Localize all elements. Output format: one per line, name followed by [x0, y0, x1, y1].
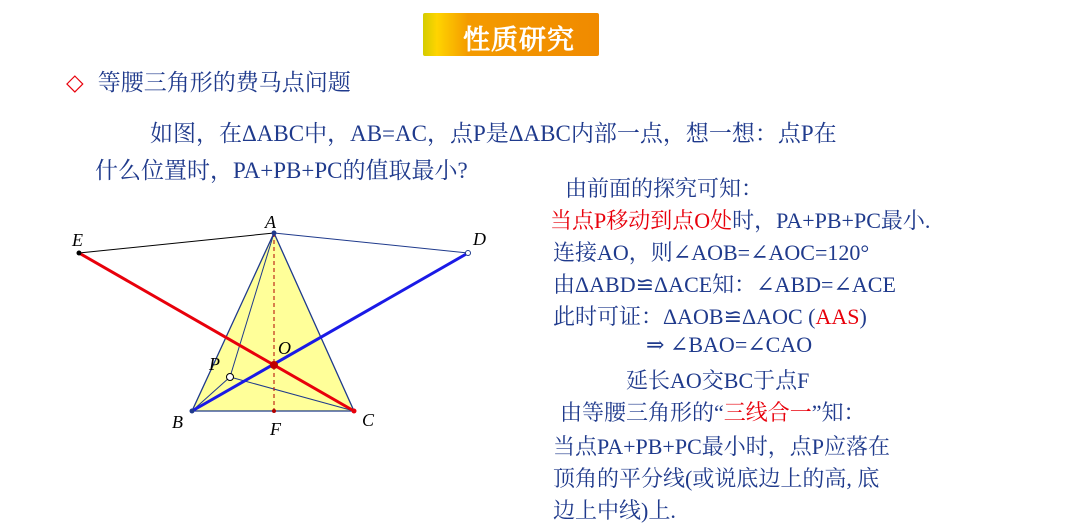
label-c: C	[362, 410, 375, 430]
triangle-abc	[192, 233, 354, 411]
label-o: O	[278, 338, 291, 358]
answer-line-10: 顶角的平分线(或说底边上的高, 底	[553, 466, 880, 491]
label-f: F	[270, 419, 281, 439]
answer-line-8-highlight: 三线合一	[723, 400, 812, 425]
diamond-icon: ◇	[66, 70, 84, 95]
point-c	[352, 409, 357, 414]
answer-line-5-aas: AAS	[815, 304, 860, 329]
question-line-1: 如图，在ΔABC中，AB=AC，点P是ΔABC内部一点，想一想：点P在	[150, 121, 837, 146]
answer-line-7: 延长AO交BC于点F	[626, 368, 810, 393]
answer-line-6: ⇒ ∠BAO=∠CAO	[646, 332, 813, 357]
label-d: D	[473, 229, 486, 249]
answer-line-4: 由ΔABD≌ΔACE知：∠ABD=∠ACE	[553, 272, 896, 297]
label-p: P	[209, 354, 220, 374]
heading-text: 等腰三角形的费马点问题	[97, 70, 351, 95]
answer-line-2-rest: 时，PA+PB+PC最小.	[732, 208, 931, 233]
point-o	[270, 361, 278, 369]
label-e: E	[72, 230, 83, 250]
answer-line-11: 边上中线)上.	[553, 498, 676, 523]
point-e	[77, 251, 82, 256]
answer-line-1: 由前面的探究可知：	[565, 176, 764, 201]
segment-ad	[274, 233, 468, 253]
answer-line-5-main: 此时可证：ΔAOB≌ΔAOC (	[553, 304, 816, 329]
answer-line-5-end: )	[859, 304, 867, 329]
label-b: B	[172, 412, 183, 432]
answer-line-9: 当点PA+PB+PC最小时，点P应落在	[553, 434, 890, 459]
answer-line-8-a: 由等腰三角形的“	[560, 400, 724, 425]
question-line-2: 什么位置时，PA+PB+PC的值取最小?	[95, 158, 468, 183]
answer-line-2-highlight: 当点P移动到点O处	[550, 208, 733, 233]
answer-line-3: 连接AO，则∠AOB=∠AOC=120°	[553, 240, 870, 265]
point-f	[272, 409, 276, 413]
answer-line-8-b: ”知：	[811, 400, 866, 425]
label-a: A	[265, 212, 276, 232]
point-d	[466, 251, 471, 256]
segment-ea	[79, 233, 274, 253]
point-b	[190, 409, 195, 414]
page-title: 性质研究	[463, 25, 575, 56]
point-p	[227, 374, 234, 381]
